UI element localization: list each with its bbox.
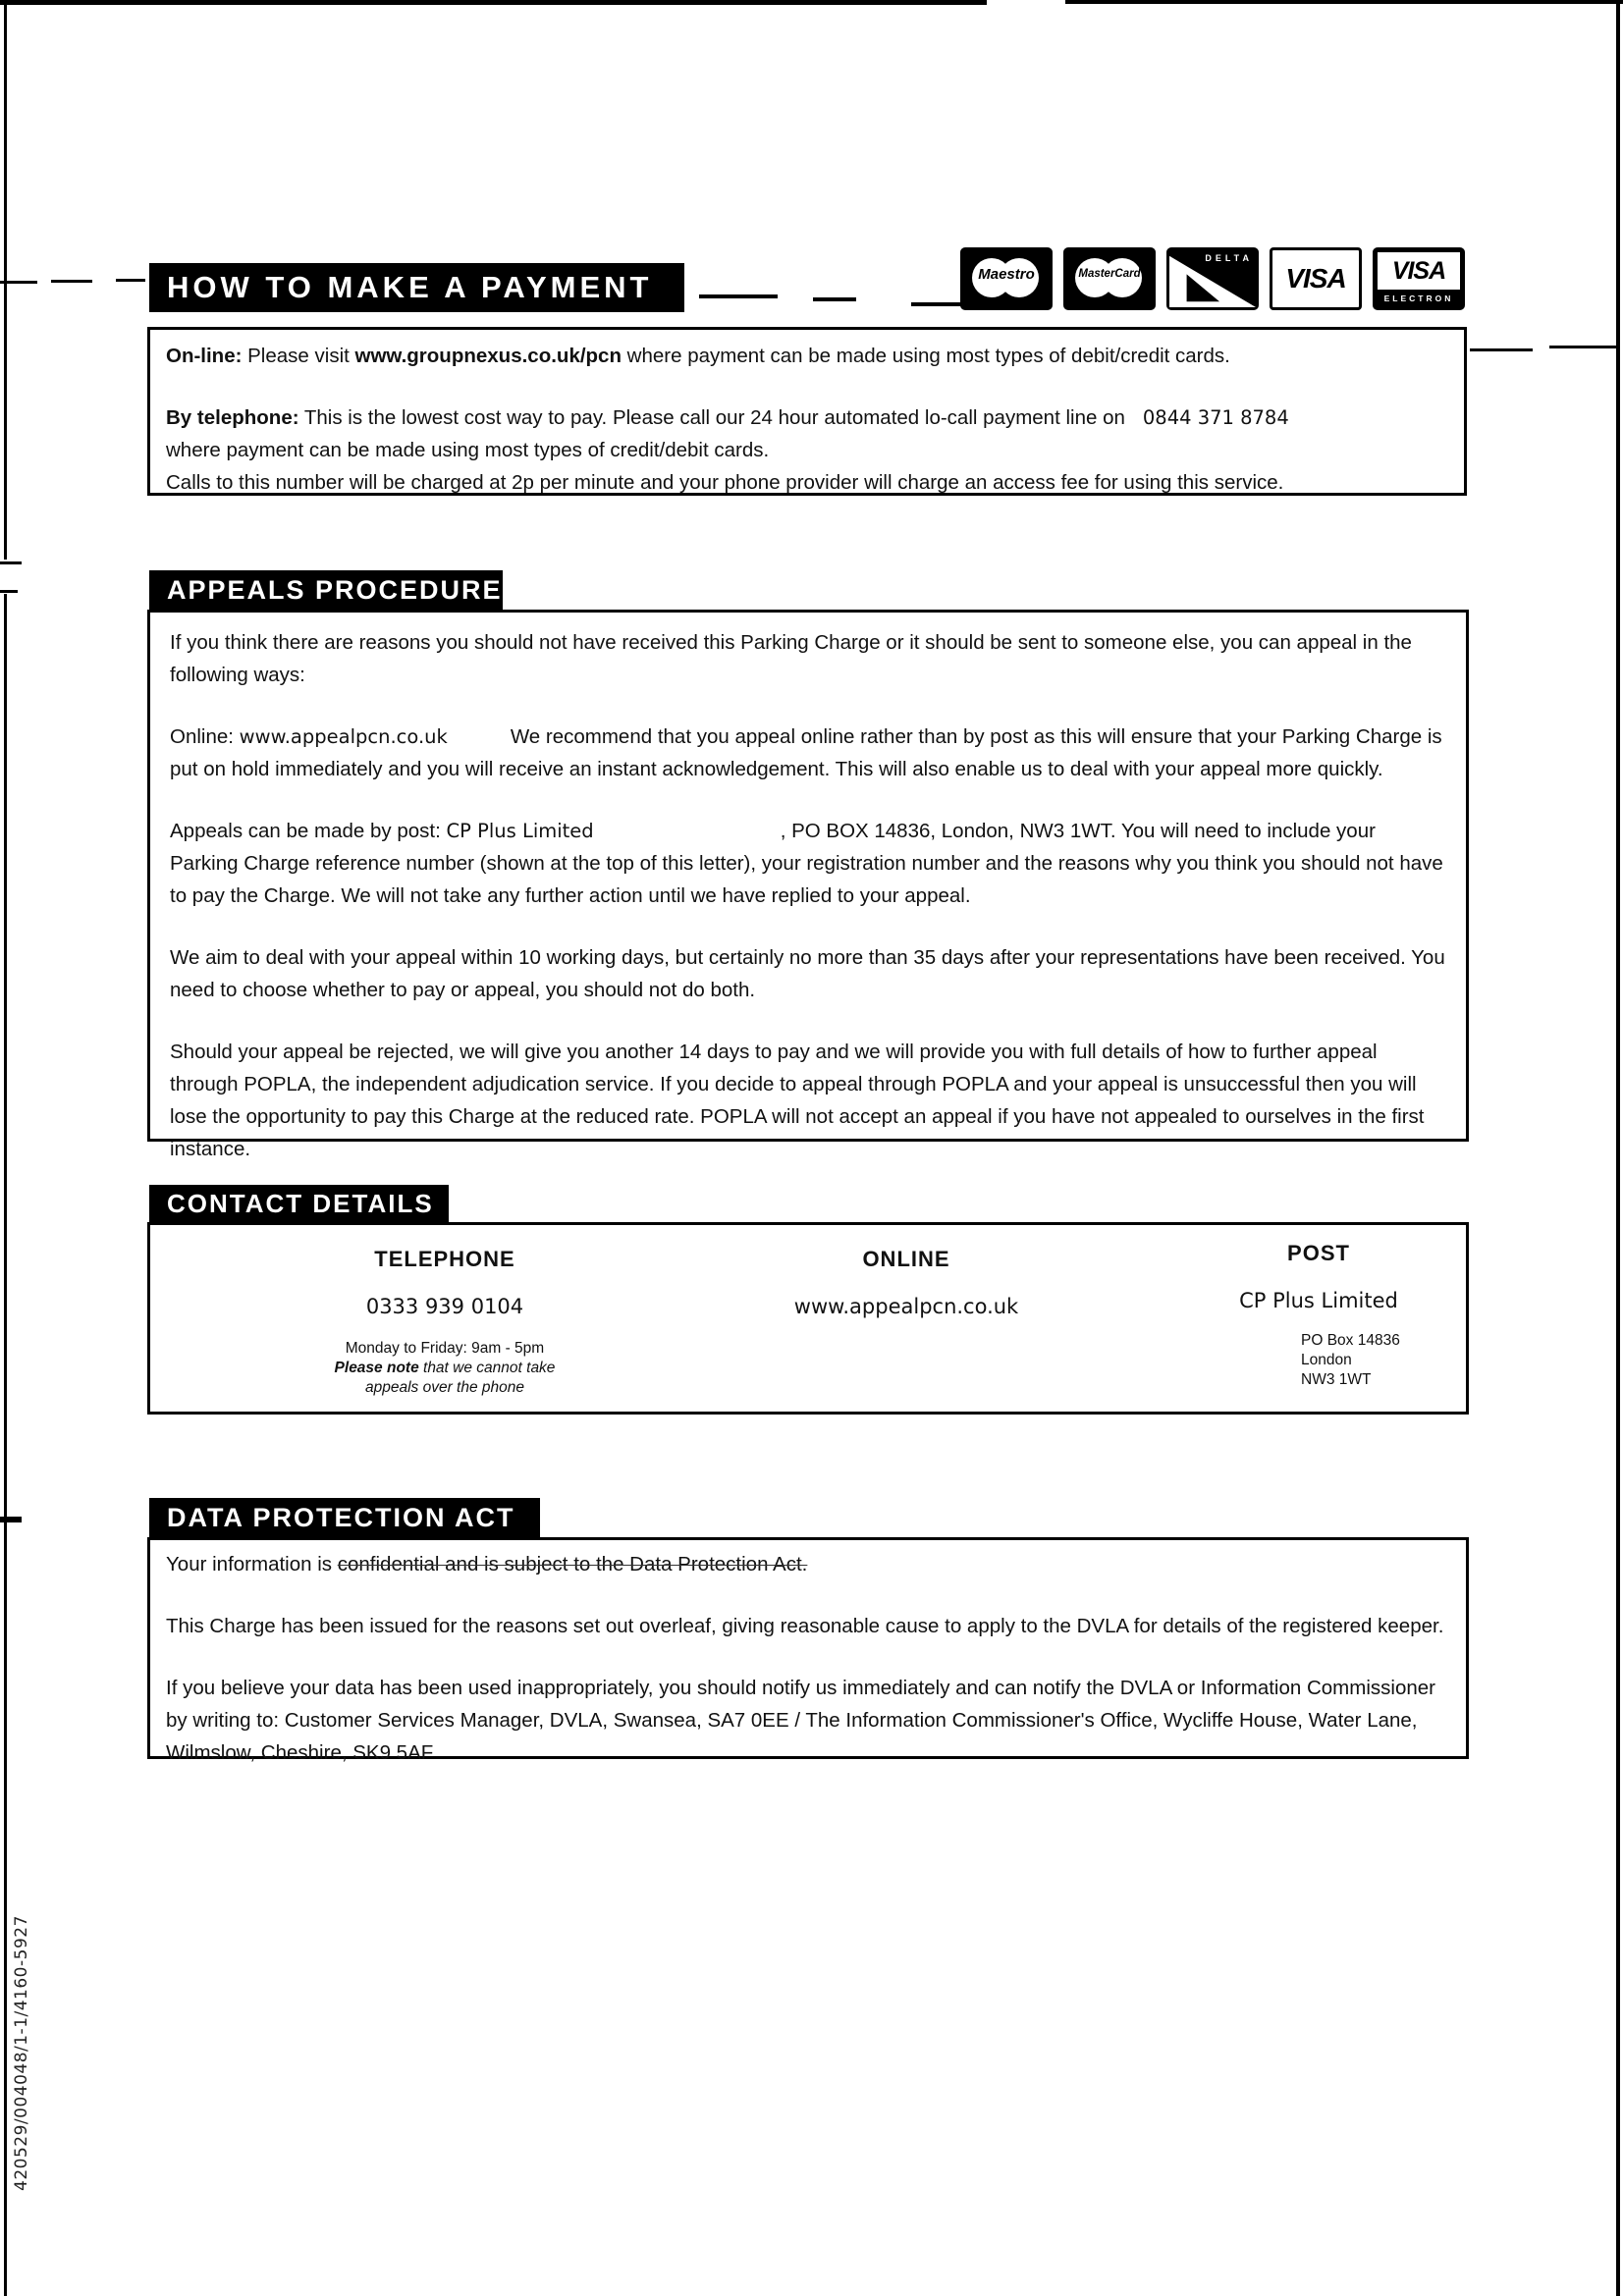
appeals-timing: We aim to deal with your appeal within 10 working days, but certainly no more than 35 days after your representations have been received. You need to choose whether to pay or appeal, you should not do both.	[170, 946, 1445, 1001]
online-heading: ONLINE	[862, 1247, 950, 1271]
scan-artifact	[4, 594, 7, 2296]
appeals-online: Online: www.appealpcn.co.uk We recommend that you appeal online rather than by post as this will ensure that your Parking Charge is put on hold immediately and you will receive an instant acknowledgement. This will also enable us to deal with your appeal more quickly.	[170, 725, 1442, 780]
payment-phone-lines: By telephone: This is the lowest cost way to pay. Please call our 24 hour automated lo-call payment line on 0844 371 8784 where payment can be made using most types of credit/debit cards. Calls to this number will be charged at 2p per minute and your phone provider will charge an access fee for using this service.	[166, 406, 1289, 494]
visa-card-icon	[1270, 247, 1362, 310]
delta-label: DELTA	[1205, 253, 1253, 263]
post-address: PO Box 14836 London NW3 1WT	[1301, 1332, 1400, 1388]
visa-electron-label: VISA	[1391, 256, 1446, 285]
appeals-intro: If you think there are reasons you should not have received this Parking Charge or it should be sent to someone else, you can appeal in the following ways:	[170, 631, 1412, 686]
scan-artifact	[116, 279, 145, 282]
data-protection-p2: This Charge has been issued for the reasons set out overleaf, giving reasonable cause to apply to the DVLA for details of the registered keeper.	[166, 1615, 1444, 1637]
visa-label: VISA	[1285, 263, 1346, 294]
card-logos	[960, 247, 1465, 310]
scan-artifact	[0, 0, 987, 5]
section-header-appeals	[149, 570, 503, 610]
payment-phone-number: 0844 371 8784	[1142, 406, 1289, 429]
data-protection-p1: Your information is confidential and is subject to the Data Protection Act.	[166, 1553, 808, 1575]
scan-artifact	[0, 281, 37, 284]
document-reference-number: 420529/004048/1-1/4160-5927	[12, 1915, 31, 2191]
appeals-popla: Should your appeal be rejected, we will give you another 14 days to pay and we will provide you with full details of how to further appeal through POPLA, the independent adjudication service. If you decide to appeal through POPLA and your appeal is unsuccessful then you will lose the opportunity to pay this Charge at the reduced rate. POPLA will not accept an appeal if you have not appealed to ourselves in the first instance.	[170, 1041, 1425, 1160]
electron-label: ELECTRON	[1378, 292, 1460, 305]
data-protection-box	[147, 1537, 1469, 1764]
post-heading: POST	[1287, 1241, 1350, 1265]
appeals-box	[147, 610, 1469, 1160]
appeals-post: Appeals can be made by post: CP Plus Limited , PO BOX 14836, London, NW3 1WT. You will need to include your Parking Charge reference number (shown at the top of this letter), your registration number and the reasons why you think you should not have to pay the Charge. We will not take any further action until we have replied to your appeal.	[170, 820, 1443, 907]
contact-telephone-column	[229, 1243, 661, 1398]
section-title: DATA PROTECTION ACT	[167, 1502, 515, 1532]
online-url: www.appealpcn.co.uk	[793, 1295, 1019, 1318]
contact-online-column	[739, 1243, 1073, 1323]
section-header-contact	[149, 1185, 449, 1222]
telephone-number: 0333 939 0104	[365, 1295, 524, 1318]
payment-url: www.groupnexus.co.uk/pcn	[354, 345, 622, 367]
mastercard-card-icon	[1063, 247, 1156, 310]
scan-artifact	[1549, 346, 1620, 348]
data-protection-p3: If you believe your data has been used inappropriately, you should notify us immediately and can notify the DVLA or Information Commissioner by writing to: Customer Services Manager, DVLA, Swansea, SA7 0EE / The Information Commissioner's Office, Wycliffe House, Water Lane, Wilmslow, Cheshire, SK9 5AF	[166, 1677, 1435, 1764]
post-company: CP Plus Limited	[1239, 1289, 1398, 1312]
visa-electron-card-icon	[1373, 247, 1465, 310]
section-title: APPEALS PROCEDURE	[167, 574, 503, 605]
section-title: CONTACT DETAILS	[167, 1188, 434, 1218]
payment-box	[147, 327, 1467, 496]
scan-artifact	[911, 302, 962, 306]
telephone-heading: TELEPHONE	[374, 1247, 515, 1271]
contact-post-column	[1152, 1237, 1486, 1390]
delta-card-icon	[1166, 247, 1259, 310]
scan-artifact	[813, 297, 856, 301]
maestro-card-icon	[960, 247, 1053, 310]
section-header-data-protection	[149, 1498, 540, 1537]
appeals-url: www.appealpcn.co.uk	[239, 725, 448, 748]
mastercard-label: MasterCard	[1078, 268, 1141, 280]
telephone-note: Monday to Friday: 9am - 5pm Please note that we cannot take appeals over the phone	[334, 1340, 556, 1396]
scan-artifact	[1065, 0, 1623, 4]
scan-artifact	[699, 294, 778, 298]
scan-artifact	[0, 1517, 22, 1522]
section-title: HOW TO MAKE A PAYMENT	[167, 270, 653, 304]
section-header-payment	[149, 263, 684, 312]
scan-artifact	[51, 280, 92, 283]
scan-artifact	[1616, 0, 1620, 2296]
contact-box	[147, 1222, 1469, 1415]
maestro-label: Maestro	[978, 265, 1035, 283]
appeals-post-company: CP Plus Limited	[446, 820, 594, 842]
scan-artifact	[0, 561, 22, 564]
scan-artifact	[1470, 348, 1533, 351]
payment-online-line: On-line: Please visit www.groupnexus.co.uk/pcn where payment can be made using most types of debit/credit cards.	[166, 345, 1230, 367]
scan-artifact	[0, 590, 18, 593]
